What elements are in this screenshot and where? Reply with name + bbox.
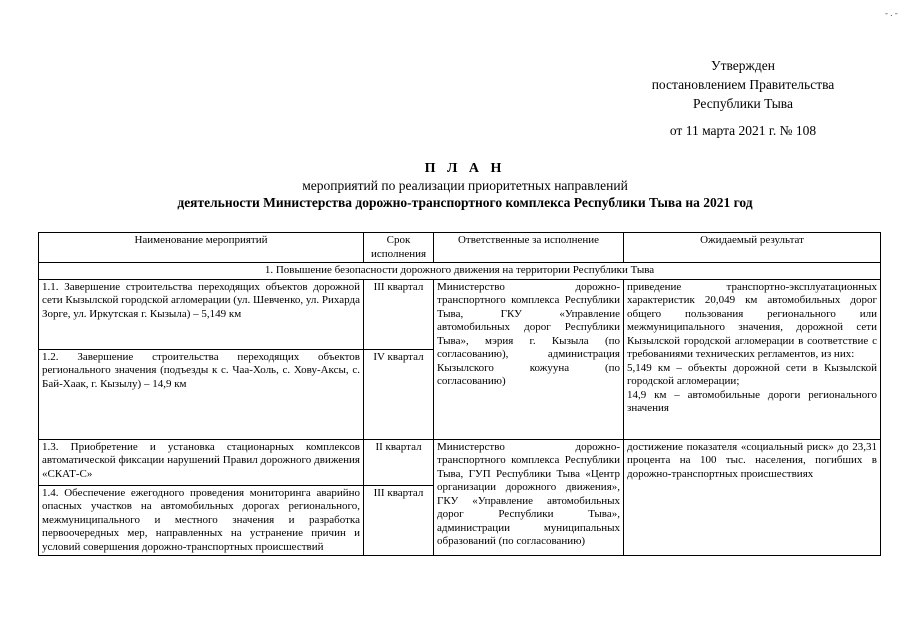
row-1-term: III квартал (364, 279, 434, 349)
approval-line-2: постановлением Правительства (651, 77, 835, 92)
row-1-name: 1.1. Завершение строительства переходящих объектов дорожной сети Кызылской городской агломерации (ул. Шевченко, ул. Рихарда Зорге, ул. Иркутская г. Кызыла) – 5,149 км (39, 279, 364, 349)
table-header-row (39, 233, 881, 263)
approval-line-1: Утвержден (711, 58, 775, 73)
group-2-responsible: Министерство дорожно-транспортного комплекса Республики Тыва, ГУП Республики Тыва «Центр организации дорожного движения», ГКУ «Управление автомобильных дорог Республики Тыва», администрации муниципальных образований (по согласованию) (434, 439, 624, 556)
row-3-name: 1.3. Приобретение и установка стационарных комплексов автоматической фиксации нарушений Правил дорожного движения «СКАТ-С» (39, 439, 364, 485)
header-responsible: Ответственные за исполнение (434, 233, 624, 263)
group-1-result-a: приведение транспортно-эксплуатационных характеристик 20,049 км автомобильных дорог общего пользования регионального или межмуниципального значения, дорожной сети Кызылской городской агломерации в соответствие с требованиями технических регламентов, из них: (627, 280, 877, 360)
header-name: Наименование мероприятий (39, 233, 364, 263)
approval-date: от 11 марта 2021 г. № 108 (669, 123, 817, 138)
corner-mark: - . - (885, 8, 898, 18)
group-1-result-c: 14,9 км – автомобильные дороги регионального значения (627, 388, 877, 414)
table-row (39, 279, 881, 349)
group-1-result-b: 5,149 км – объекты дорожной сети в Кызылской городской агломерации; (627, 361, 877, 387)
row-4-term: III квартал (364, 485, 434, 556)
plan-table (38, 232, 881, 556)
row-2-name: 1.2. Завершение строительства переходящих объектов регионального значения (подъезды к с. Чаа-Холь, с. Хову-Аксы, с. Бай-Хаак, г. Кызылу) – 14,9 км (39, 349, 364, 439)
header-term: Срок исполнения (364, 233, 434, 263)
plan-heading: П Л А Н (424, 161, 506, 176)
document-title (140, 160, 790, 211)
title-line-2: деятельности Министерства дорожно-транспортного комплекса Республики Тыва на 2021 год (177, 195, 753, 210)
title-line-1: мероприятий по реализации приоритетных направлений (302, 178, 628, 193)
row-3-term: II квартал (364, 439, 434, 485)
row-4-name: 1.4. Обеспечение ежегодного проведения мониторинга аварийно опасных участков на автомобильных дорогах регионального, межмуниципального и местного значения и разработка первоочередных мер, направленных на устранение причин и условий совершения дорожно-транспортных происшествий (39, 485, 364, 556)
section-row (39, 263, 881, 280)
approval-line-3: Республики Тыва (693, 96, 793, 111)
group-2-result: достижение показателя «социальный риск» до 23,31 процента на 100 тыс. населения, погибших в дорожно-транспортных происшествиях (624, 439, 881, 556)
approval-block (628, 56, 858, 140)
section-title: 1. Повышение безопасности дорожного движения на территории Республики Тыва (39, 263, 881, 280)
group-1-responsible: Министерство дорожно-транспортного комплекса Республики Тыва, ГКУ «Управление автомобильных дорог Республики Тыва», мэрия г. Кызыла (по согласованию), администрация Кызылского кожууна (по согласованию) (434, 279, 624, 439)
table-row (39, 439, 881, 485)
header-result: Ожидаемый результат (624, 233, 881, 263)
group-1-result (624, 279, 881, 439)
row-2-term: IV квартал (364, 349, 434, 439)
